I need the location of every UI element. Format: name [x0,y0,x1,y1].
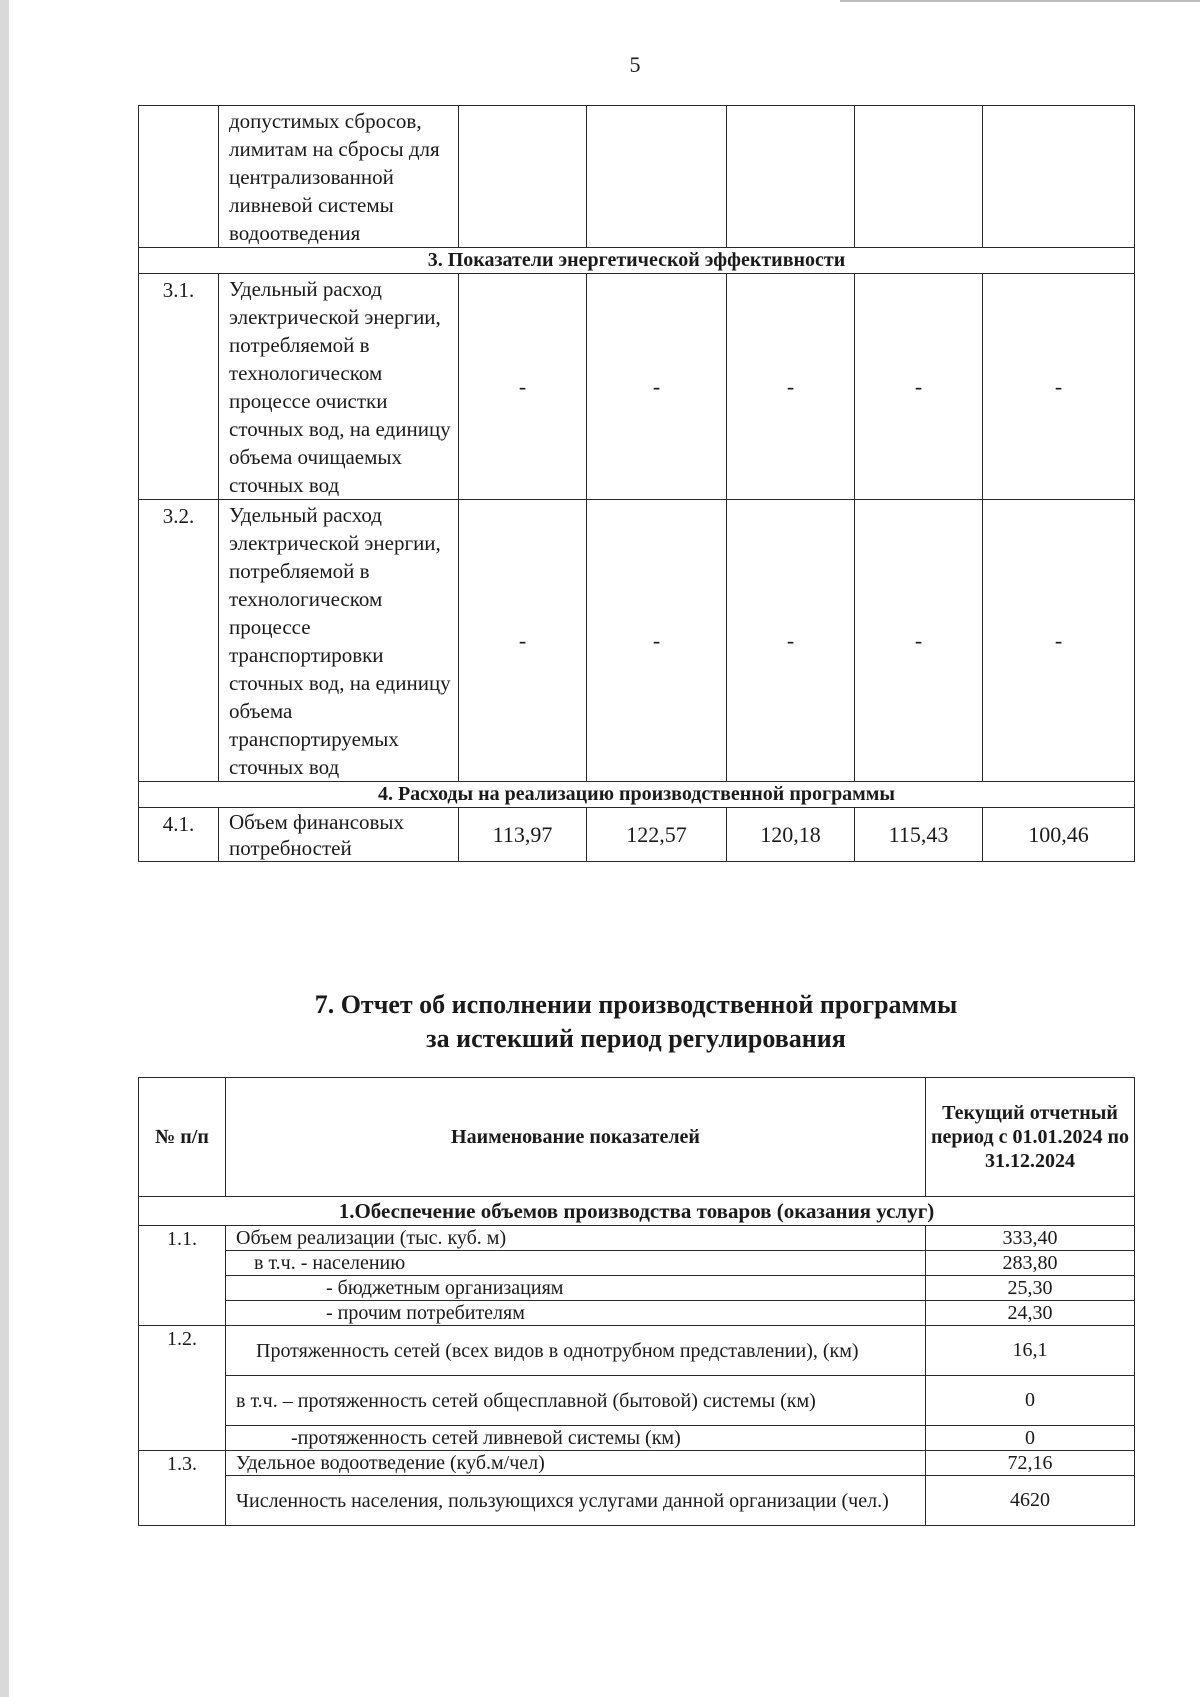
indicator-name [226,1326,926,1376]
value-cell: 0 [926,1426,1135,1451]
indicator-subitem [226,1426,926,1451]
value-cell: - [727,500,855,782]
table-row [139,106,1135,248]
scan-top-line [840,0,1200,2]
indicator-name: Удельный расход электрической энергии, потребляемой в технологическом процессе очистки сточных вод, на единицу объема очищаемых сточных вод [219,274,459,500]
row-number: 3.1. [139,274,219,500]
value-cell: - [587,274,727,500]
program-execution-report-table [138,1077,1135,1526]
report-title-line1: 7. Отчет об исполнении производственной программы [314,990,958,1019]
header-row [139,1078,1135,1197]
row-number: 3.2. [139,500,219,782]
scan-edge [0,0,9,1697]
value-cell: 25,30 [926,1276,1135,1301]
subitem-label: -протяженность сетей ливневой системы (км) [291,1427,681,1449]
section-title: 1.Обеспечение объемов производства товаров (оказания услуг) [139,1197,1135,1226]
value-cell: 113,97 [459,808,587,862]
value-cell: 100,46 [983,808,1135,862]
table-row [139,1326,1135,1376]
value-cell: - [983,500,1135,782]
value-cell: 122,57 [587,808,727,862]
table-row [139,1301,1135,1326]
section-row [139,782,1135,808]
section-row [139,1197,1135,1226]
value-cell: - [983,274,1135,500]
value-cell [855,106,983,248]
row-number [139,106,219,248]
indicator-name: допустимых сбросов, лимитам на сбросы для централизованной ливневой системы водоотведения [219,106,459,248]
table-row [139,1476,1135,1526]
value-cell: - [587,500,727,782]
subitem-label: - прочим потребителям [326,1302,525,1324]
value-cell: 16,1 [926,1326,1135,1376]
section-row [139,248,1135,274]
value-cell: 72,16 [926,1451,1135,1476]
table-row [139,274,1135,500]
indicator-subitem: в т.ч. – протяженность сетей общесплавной (бытовой) системы (км) [226,1376,926,1426]
indicator-name-text: Протяженность сетей (всех видов в однотрубном представлении), (км) [256,1339,859,1362]
table-row [139,1451,1135,1476]
row-number: 4.1. [139,808,219,862]
row-number: 1.1. [139,1226,226,1326]
header-period: Текущий отчетный период с 01.01.2024 по 31.12.2024 [926,1078,1135,1197]
value-cell [983,106,1135,248]
table-row [139,1251,1135,1276]
indicator-name: Объем финансовых потребностей [219,808,459,862]
table-row [139,1426,1135,1451]
value-cell: - [459,274,587,500]
indicators-table-continued [138,105,1135,862]
row-number: 1.3. [139,1451,226,1526]
value-cell [727,106,855,248]
value-cell: - [727,274,855,500]
subitem-label: в т.ч. - населению [254,1252,406,1274]
table-row [139,1276,1135,1301]
indicator-name: Удельный расход электрической энергии, потребляемой в технологическом процессе транспортировки сточных вод, на единицу объема транспортируемых сточных вод [219,500,459,782]
value-cell: 333,40 [926,1226,1135,1251]
indicator-subitem [226,1251,926,1276]
report-title-line2: за истекший период регулирования [426,1024,846,1053]
value-cell: - [855,500,983,782]
subitem-label: - бюджетным организациям [326,1277,564,1299]
table-row [139,1226,1135,1251]
value-cell: 283,80 [926,1251,1135,1276]
value-cell: 4620 [926,1476,1135,1526]
value-cell: 115,43 [855,808,983,862]
indicator-subitem [226,1301,926,1326]
indicator-name: Объем реализации (тыс. куб. м) [226,1226,926,1251]
value-cell: 120,18 [727,808,855,862]
value-cell [459,106,587,248]
page-number: 5 [629,52,641,77]
value-cell: - [855,274,983,500]
section-title: 3. Показатели энергетической эффективности [139,248,1135,274]
value-cell: 0 [926,1376,1135,1426]
report-title [138,988,1134,1056]
table-row [139,1376,1135,1426]
indicator-name: Удельное водоотведение (куб.м/чел) [226,1451,926,1476]
section-title: 4. Расходы на реализацию производственной программы [139,782,1135,808]
row-number: 1.2. [139,1326,226,1451]
indicator-subitem: Численность населения, пользующихся услугами данной организации (чел.) [226,1476,926,1526]
value-cell [587,106,727,248]
header-name: Наименование показателей [226,1078,926,1197]
table-row [139,500,1135,782]
value-cell: 24,30 [926,1301,1135,1326]
indicator-subitem [226,1276,926,1301]
table-row [139,808,1135,862]
header-number: № п/п [139,1078,226,1197]
value-cell: - [459,500,587,782]
